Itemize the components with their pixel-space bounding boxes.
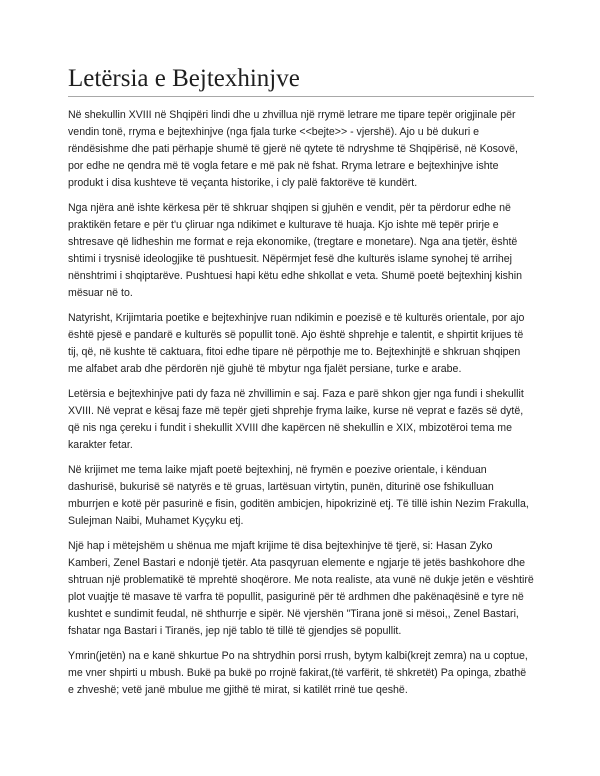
paragraph: Natyrisht, Krijimtaria poetike e bejtexhinjve ruan ndikimin e poezisë e të kulturës orientale, por ajo është pjesë e pandarë e kulturës së popullit tonë. Ajo është shprehje e talentit, e shpirtit krijues të tij, që, në kushte të caktuara, fitoi edhe tipare në përpothje me to. Bejtexhinjtë e shkruan shqipen me alfabet arab dhe përdorën një gjuhë të mbytur nga fjalët persiane, turke e arabe. — [68, 312, 525, 375]
paragraph: Nga njëra anë ishte kërkesa për të shkruar shqipen si gjuhën e vendit, për ta përdorur edhe në praktikën fetare e për t'u çliruar nga ndikimet e kulturave të huaja. Kjo ishte më tepër prirje e shtresave që lidheshin me format e reja ekonomike, (tregtare e monetare). Nga ana tjetër, është shtimi i trysnisë ideologjike të pushtuesit. Nëpërmjet fesë dhe kulturës islame synohej të arrihej nënshtrimi i shqiptarëve. Pushtuesi hapi këtu edhe shkollat e veta. Shumë poetë bejtexhinj kishin mësuar në to. — [68, 202, 523, 299]
paragraph: Letërsia e bejtexhinjve pati dy faza në zhvillimin e saj. Faza e parë shkon gjer nga fundi i shekullit XVIII. Në veprat e kësaj faze më tepër gjeti shprehje fryma laike, kurse në veprat e fazës së dytë, që nis nga çereku i fundit i shekullit XVIII dhe kapërcen në shekullin e XIX, mbizotëroi tema me karakter fetar. — [68, 388, 524, 451]
paragraph: Ymrin(jetën) na e kanë shkurtue Po na shtrydhin porsi rrush, bytym kalbi(krejt zemra) na u coptue, me vner shpirti u mbush. Bukë pa bukë po rrojnë fakirat,(të varfërit, të shkretët) Pa opinga, zbathë e zhveshë; vetë janë mbulue me gjithë të mirat, si katilët rrinë tue qeshë. — [68, 650, 528, 696]
paragraph: Në krijimet me tema laike mjaft poetë bejtexhinj, në frymën e poezive orientale, i kënduan dashurisë, bukurisë së natyrës e të gruas, lartësuan virtytin, punën, diturinë ose fshikulluan mburrjen e kotë për pasurinë e fisin, goditën ambicjen, hipokrizinë etj. Të tillë ishin Nezim Frakulla, Sulejman Naibi, Muhamet Kyçyku etj. — [68, 464, 529, 527]
document-title: Letërsia e Bejtexhinjve — [68, 64, 534, 97]
document-body — [68, 107, 534, 707]
paragraph: Një hap i mëtejshëm u shënua me mjaft krijime të disa bejtexhinjve të tjerë, si: Hasan Zyko Kamberi, Zenel Bastari e ndonjë tjetër. Ata pasqyruan elemente e ngjarje të jetës bashkohore dhe shtruan një problematikë të mprehtë shoqërore. Me nota realiste, ata vunë në dukje jetën e vështirë plot vuajtje të masave të varfra të popullit, pasigurinë për të ardhmen dhe pakënaqësinë e tyre në kushtet e sundimit feudal, në shthurrje e sipër. Në vjershën "Tirana jonë si mësoi,, Zenel Bastari, fshatar nga Bastari i Tiranës, jep një tablo të tillë të gjendjes së popullit. — [68, 540, 534, 637]
paragraph: Në shekullin XVIII në Shqipëri lindi dhe u zhvillua një rrymë letrare me tipare tepër origjinale për vendin tonë, rryma e bejtexhinjve (nga fjala turke <<bejte>> - vjershë). Ajo u bë dukuri e rëndësishme dhe pati përhapje shumë të gjerë në qytete të ndryshme të Shqipërisë, në Kosovë, por edhe ne qendra më të vogla fetare e më pak në fshat. Rryma letrare e bejtexhinjve ishte produkt i disa kushteve të veçanta historike, i cly palë faktorëve të kundërt. — [68, 109, 518, 189]
